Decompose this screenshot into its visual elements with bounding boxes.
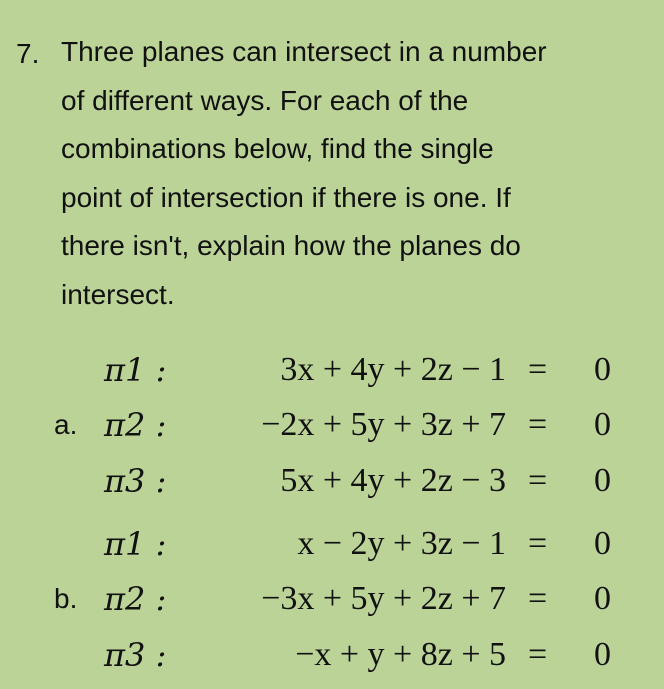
equals-sign: = xyxy=(528,525,548,562)
plane-name: π2 : xyxy=(104,406,167,444)
statement-line: point of intersection if there is one. If xyxy=(61,181,511,213)
statement-line: of different ways. For each of the xyxy=(61,84,469,116)
equals-sign: = xyxy=(528,636,548,673)
statement-line: combinations below, find the single xyxy=(61,133,494,165)
plane-name: π1 : xyxy=(104,525,167,563)
statement-line: there isn't, explain how the planes do xyxy=(61,230,521,262)
equation-rhs: 0 xyxy=(594,636,611,673)
problem-number: 7. xyxy=(16,38,40,69)
equation-rhs: 0 xyxy=(594,580,611,617)
equation-lhs: −2x + 5y + 3z + 7 xyxy=(261,406,506,443)
plane-name: π1 : xyxy=(104,351,167,389)
equation-row xyxy=(0,397,664,453)
equation-lhs: −x + y + 8z + 5 xyxy=(295,636,506,673)
equation-row xyxy=(0,571,664,627)
statement-line: intersect. xyxy=(61,278,175,310)
equation-lhs: 3x + 4y + 2z − 1 xyxy=(280,351,506,388)
equals-sign: = xyxy=(528,462,548,499)
equation-row xyxy=(0,516,664,572)
equals-sign: = xyxy=(528,351,548,388)
equation-rhs: 0 xyxy=(594,525,611,562)
equation-rhs: 0 xyxy=(594,406,611,443)
equation-rhs: 0 xyxy=(594,462,611,499)
equation-rhs: 0 xyxy=(594,351,611,388)
equals-sign: = xyxy=(528,406,548,443)
plane-name: π3 : xyxy=(104,462,167,500)
equation-row xyxy=(0,453,664,509)
plane-name: π3 : xyxy=(104,636,167,674)
system-label: a. xyxy=(54,409,78,440)
problem-statement xyxy=(61,28,651,320)
plane-name: π2 : xyxy=(104,580,167,618)
system-label: b. xyxy=(54,583,78,614)
equation-lhs: x − 2y + 3z − 1 xyxy=(297,525,506,562)
statement-line: Three planes can intersect in a number xyxy=(61,36,547,67)
equals-sign: = xyxy=(528,580,548,617)
equation-row xyxy=(0,342,664,398)
equation-lhs: −3x + 5y + 2z + 7 xyxy=(261,580,506,617)
equation-lhs: 5x + 4y + 2z − 3 xyxy=(280,462,506,499)
equation-row xyxy=(0,627,664,683)
